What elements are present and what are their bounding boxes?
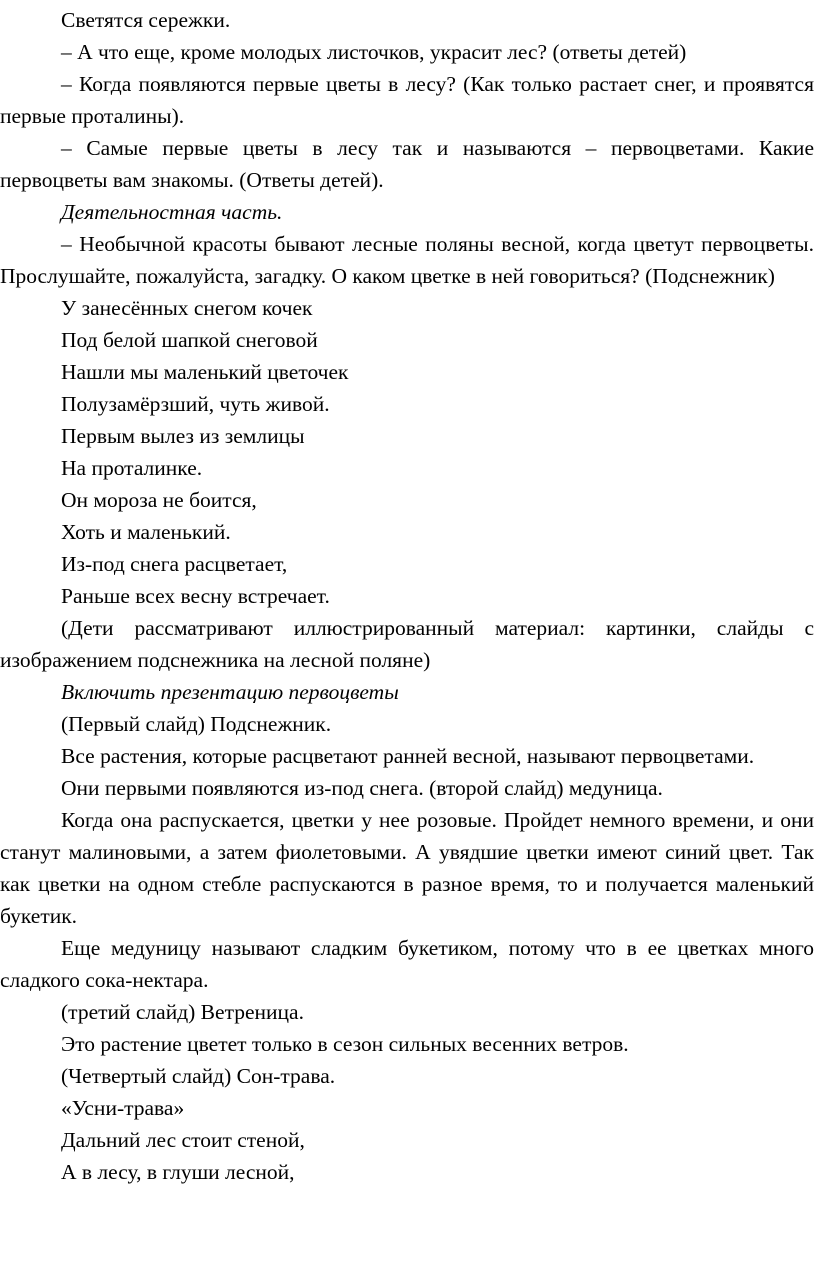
paragraph: Светятся сережки. bbox=[61, 8, 231, 32]
paragraph: (Четвертый слайд) Сон-трава. bbox=[61, 1064, 336, 1088]
paragraph: (Дети рассматривают иллюстрированный материал: картинки, слайды с изображением подснежника на лесной поляне) bbox=[0, 616, 814, 672]
paragraph: – Когда появляются первые цветы в лесу? (Как только растает снег, и проявятся первые проталины). bbox=[0, 72, 814, 128]
poem-line: А в лесу, в глуши лесной, bbox=[61, 1160, 295, 1184]
poem-line: Хоть и маленький. bbox=[61, 520, 231, 544]
poem-line: Он мороза не боится, bbox=[61, 488, 257, 512]
poem-line: Дальний лес стоит стеной, bbox=[61, 1128, 305, 1152]
instruction-note: Включить презентацию первоцветы bbox=[61, 680, 399, 704]
paragraph: Когда она распускается, цветки у нее розовые. Пройдет немного времени, и они станут малиновыми, а затем фиолетовыми. А увядшие цветки имеют синий цвет. Так как цветки на одном стебле распускаются в разное время, то и получается маленький букетик. bbox=[0, 808, 814, 928]
poem-line: У занесённых снегом кочек bbox=[61, 296, 313, 320]
poem-line: Первым вылез из землицы bbox=[61, 424, 305, 448]
poem-line: Из-под снега расцветает, bbox=[61, 552, 288, 576]
paragraph: – Необычной красоты бывают лесные поляны весной, когда цветут первоцветы. Прослушайте, пожалуйста, загадку. О каком цветке в ней говориться? (Подснежник) bbox=[0, 232, 814, 288]
poem-line: Раньше всех весну встречает. bbox=[61, 584, 330, 608]
paragraph: (Первый слайд) Подснежник. bbox=[61, 712, 332, 736]
paragraph: (третий слайд) Ветреница. bbox=[61, 1000, 304, 1024]
paragraph: Еще медуницу называют сладким букетиком, потому что в ее цветках много сладкого сока-нектара. bbox=[0, 936, 814, 992]
paragraph: – Самые первые цветы в лесу так и называются – первоцветами. Какие первоцветы вам знакомы. (Ответы детей). bbox=[0, 136, 814, 192]
paragraph: Все растения, которые расцветают ранней весной, называют первоцветами. bbox=[61, 744, 755, 768]
paragraph: Они первыми появляются из-под снега. (второй слайд) медуница. bbox=[61, 776, 663, 800]
poem-line: Под белой шапкой снеговой bbox=[61, 328, 318, 352]
paragraph: Это растение цветет только в сезон сильных весенних ветров. bbox=[61, 1032, 629, 1056]
poem-title: «Усни-трава» bbox=[61, 1096, 185, 1120]
poem-line: Нашли мы маленький цветочек bbox=[61, 360, 349, 384]
section-heading: Деятельностная часть. bbox=[61, 200, 283, 224]
poem-line: Полузамёрзший, чуть живой. bbox=[61, 392, 330, 416]
paragraph: – А что еще, кроме молодых листочков, украсит лес? (ответы детей) bbox=[61, 40, 687, 64]
poem-line: На проталинке. bbox=[61, 456, 203, 480]
